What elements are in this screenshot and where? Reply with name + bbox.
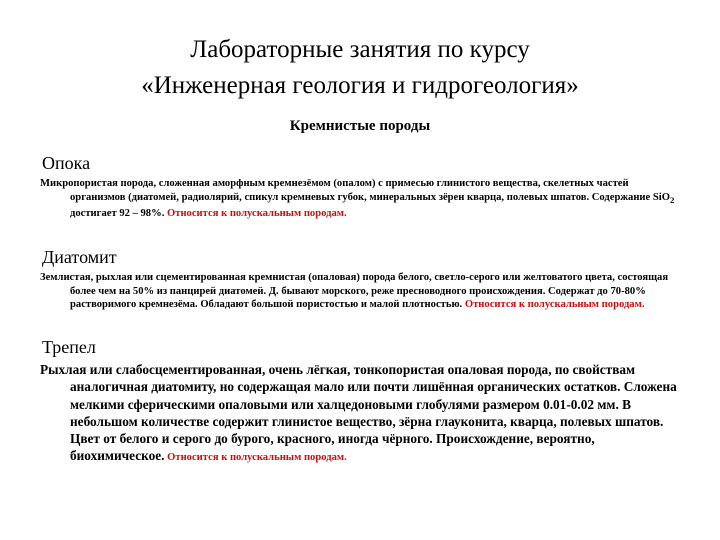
section-heading-diatomit: Диатомит: [42, 247, 117, 267]
silica-subscript: 2: [669, 194, 675, 205]
opoka-description-end: достигает 92 – 98%.: [70, 208, 165, 220]
classification-note-trepel: Относится к полускальным породам.: [164, 452, 347, 464]
title-line-2: «Инженерная геология и гидрогеология»: [141, 72, 579, 99]
section-subtitle: Кремнистые породы: [289, 118, 431, 134]
section-trepel: [40, 336, 680, 465]
section-text-opoka: [40, 177, 680, 221]
classification-note-opoka: Относится к полускальным породам.: [164, 208, 347, 220]
section-heading-trepel: Трепел: [42, 337, 96, 357]
section-opoka: [40, 152, 680, 221]
opoka-description: Микропористая порода, сложенная аморфным кремнезёмом (опалом) с примесью глинистого вещества, скелетных частей организмов (диатомей, радиолярий, спикул кремневых губок, минеральных зёрен кварца, полевых шпатов. Содержание SiO: [40, 178, 670, 203]
section-text-diatomit: [40, 271, 680, 312]
page-title: [60, 32, 660, 104]
section-text-trepel: [40, 361, 680, 465]
section-diatomit: [40, 246, 680, 312]
diatomit-description: Землистая, рыхлая или сцементированная кремнистая (опаловая) порода белого, светло-серого или желтоватого цвета, состоящая более чем на 50% из панцирей диатомей. Д. бывают морского, реже пресноводного происхождения. Содержат до 70-80% растворимого кремнезёма. Обладают большой пористостью и малой плотностью.: [40, 272, 669, 310]
trepel-description: Рыхлая или слабосцементированная, очень лёгкая, тонкопористая опаловая порода, по свойствам аналогичная диатомиту, но содержащая мало или почти лишённая органических остатков. Сложена мелкими сферическими опаловыми или халцедоновыми глобулями размером 0.01-0.02 мм. В небольшом количестве содержит глинистое вещество, зёрна глауконита, кварца, полевых шпатов. Цвет от белого и серого до бурого, красного, иногда чёрного. Происхождение, вероятно, биохимическое.: [40, 362, 677, 464]
classification-note-diatomit: Относится к полускальным породам.: [462, 299, 645, 310]
title-line-1: Лабораторные занятия по курсу: [190, 36, 530, 63]
section-heading-opoka: Опока: [42, 153, 91, 173]
